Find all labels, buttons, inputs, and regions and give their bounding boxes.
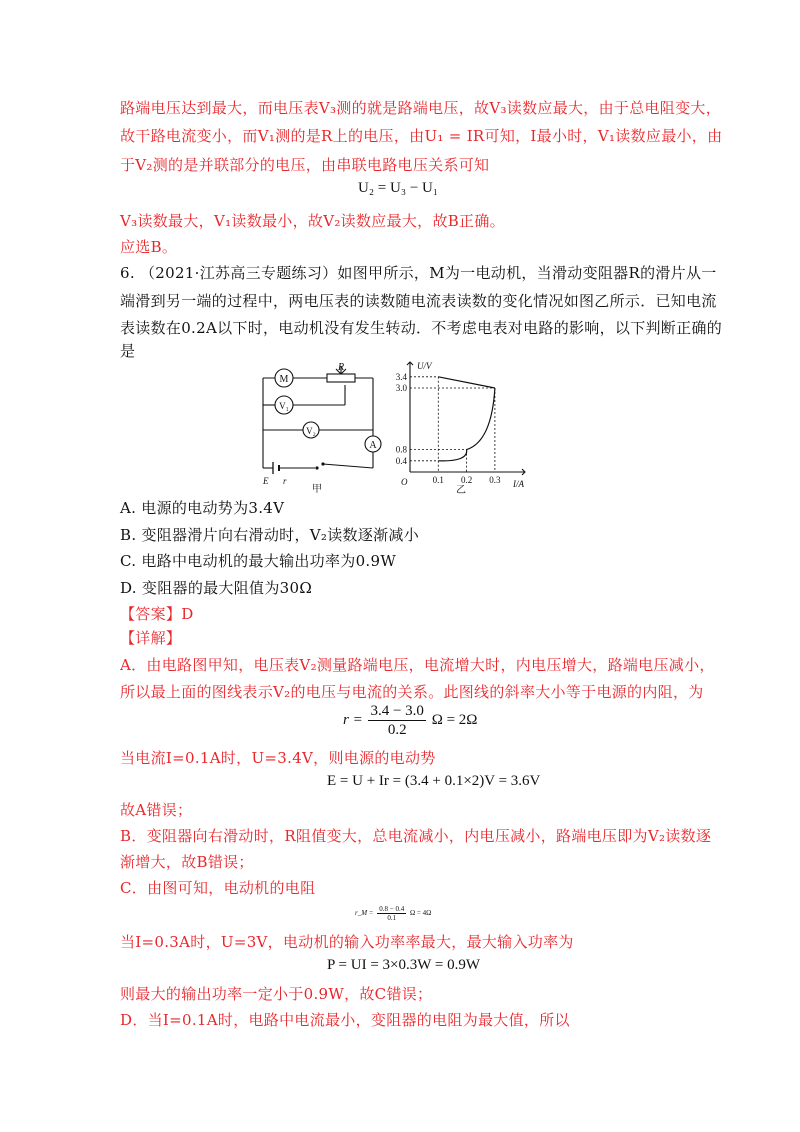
formula-internal-resistance — [343, 702, 477, 739]
formula-rm-den: 0.1 — [387, 914, 397, 922]
explain-d-line-1: D．当I=0.1A时，电路中电流最小，变阻器的电阻为最大值，所以 — [120, 1011, 570, 1029]
circuit-motor — [275, 369, 293, 387]
graph-origin-label: O — [401, 477, 408, 487]
x-tick-label: 0.1 — [432, 475, 444, 485]
explain-b-line-1: B．变阻器向右滑动时，R阻值变大，总电流减小，内电压减小，路端电压即为V₂读数逐 — [120, 827, 712, 845]
x-tick-label: 0.2 — [460, 475, 473, 485]
explain-c-line-3: 则最大的输出功率一定小于0.9W，故C错误； — [120, 985, 433, 1003]
question-line-2: 端滑到另一端的过程中，两电压表的读数随电流表读数的变化情况如图乙所示．已知电流 — [120, 292, 717, 310]
graph-y-axis-label: U/V — [417, 361, 432, 371]
question-figure — [255, 360, 530, 495]
y-tick-label: 3.4 — [395, 371, 407, 382]
option-c: C. 电路中电动机的最大输出功率为0.9W — [120, 552, 397, 570]
x-tick-label: 0.3 — [489, 475, 501, 485]
formula-r-lhs: r = — [343, 711, 363, 728]
formula-motor-resistance — [355, 905, 431, 922]
explain-a-line-1: A．由电路图甲知，电压表V₂测量路端电压，电流增大时，内电压增大，路端电压减小， — [120, 656, 715, 674]
explain-c-line-1: C．由图可知，电动机的电阻 — [120, 879, 316, 897]
switch — [315, 462, 324, 469]
series-v2-line — [438, 377, 495, 388]
answer-line — [120, 604, 194, 624]
prev-solution-line-2: 故干路电流变小，而V₁测的是R上的电压，由U₁ = IR可知，I最小时，V₁读数应最小，由 — [120, 127, 723, 145]
prev-solution-line-3: 于V₂测的是并联部分的电压，由串联电路电压关系可知 — [120, 156, 490, 174]
y-tick-label: 0.4 — [395, 455, 407, 466]
explain-a-line-4: 故A错误； — [120, 801, 193, 819]
formula-r-num: 3.4 − 3.0 — [370, 703, 424, 719]
formula-emf: E = U + Ir = (3.4 + 0.1×2)V = 3.6V — [327, 773, 541, 789]
v2-label: V₂ — [306, 426, 316, 436]
battery — [273, 462, 279, 474]
explain-c-line-2: 当I=0.3A时，U=3V，电动机的输入功率率最大，最大输入功率为 — [120, 933, 574, 951]
prev-solution-line-1: 路端电压达到最大，而电压表V₃测的就是路端电压，故V₃读数应最大，由于总电阻变大， — [120, 99, 721, 117]
formula-r-rhs: Ω = 2Ω — [431, 711, 478, 728]
v1-label: V₁ — [279, 401, 289, 411]
formula-rm-lhs: r_M = — [355, 909, 374, 918]
motor-label: M — [279, 374, 289, 385]
explain-a-line-3: 当电流I=0.1A时，U=3.4V，则电源的电动势 — [120, 749, 436, 767]
graph-x-axis-label: I/A — [513, 479, 524, 489]
ammeter-label: A — [369, 440, 377, 451]
question-line-1: 6. （2021·江苏高三专题练习）如图甲所示，M为一电动机，当滑动变阻器R的滑片从一 — [120, 264, 717, 282]
internal-r-label: r — [283, 476, 287, 486]
circuit-caption: 甲 — [312, 484, 322, 495]
formula-rm-rhs: Ω = 4Ω — [409, 909, 432, 918]
formula-rm-fraction — [377, 905, 406, 922]
ammeter — [365, 436, 381, 452]
graph-plot — [396, 372, 501, 485]
prev-solution-line-5: 应选B。 — [120, 238, 178, 256]
option-a: A. 电源的电动势为3.4V — [120, 499, 285, 517]
graph-axes — [407, 362, 525, 475]
question-line-4: 是 — [120, 342, 136, 360]
answer-tag: 【答案】 — [120, 605, 182, 623]
rheostat-label: R — [338, 362, 345, 373]
formula-r-den: 0.2 — [387, 722, 407, 738]
emf-label: E — [263, 476, 269, 486]
figure-svg — [255, 360, 530, 495]
y-tick-label: 0.8 — [395, 444, 407, 455]
y-tick-label: 3.0 — [395, 383, 407, 393]
option-b: B. 变阻器滑片向右滑动时，V₂读数逐渐减小 — [120, 526, 420, 544]
voltmeter-v2 — [303, 422, 319, 438]
formula-power: P = UI = 3×0.3W = 0.9W — [327, 957, 480, 973]
explain-a-line-2: 所以最上面的图线表示V₂的电压与电流的关系。此图线的斜率大小等于电源的内阻，为 — [120, 683, 704, 701]
prev-solution-line-4: V₃读数最大，V₁读数最小，故V₂读数应最大，故B正确。 — [120, 212, 505, 230]
option-d: D. 变阻器的最大阻值为30Ω — [120, 579, 313, 597]
voltmeter-v1 — [275, 396, 293, 414]
graph-caption: 乙 — [456, 485, 466, 495]
formula-r-fraction — [368, 702, 425, 739]
question-line-3: 表读数在0.2A以下时，电动机没有发生转动．不考虑电表对电路的影响，以下判断正确的 — [120, 319, 722, 337]
explain-b-line-2: 渐增大，故B错误； — [120, 853, 254, 871]
formula-rm-num: 0.8 − 0.4 — [379, 905, 405, 913]
formula-u2: U₂ = U₃ − U₁ — [358, 180, 439, 196]
explain-tag: 【详解】 — [120, 629, 182, 647]
answer-value: D — [181, 605, 194, 623]
